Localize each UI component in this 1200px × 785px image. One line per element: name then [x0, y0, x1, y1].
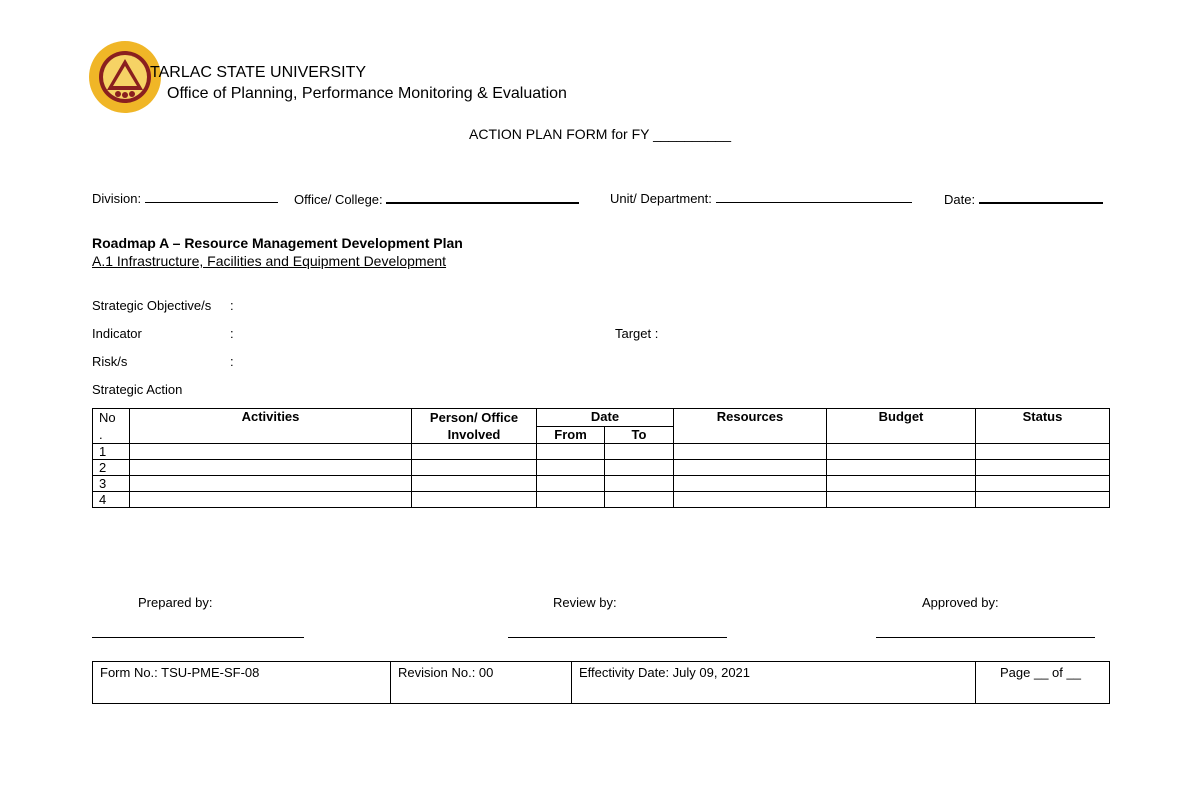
activity-cell[interactable]	[130, 476, 412, 492]
roadmap-title: Roadmap A – Resource Management Development Plan	[92, 235, 463, 251]
unit-department-field[interactable]	[610, 190, 912, 206]
header-person-office-label: Person/ Office	[429, 410, 519, 425]
person-cell[interactable]	[412, 476, 537, 492]
to-cell[interactable]	[605, 476, 674, 492]
target-label: Target :	[615, 326, 659, 341]
risks-label: Risk/s	[92, 354, 128, 369]
row-number: 1	[93, 444, 130, 460]
unit-department-line	[716, 190, 912, 203]
office-college-label: Office/ College:	[294, 192, 383, 207]
division-line	[145, 190, 278, 203]
header-status: Status	[976, 409, 1110, 444]
activity-cell[interactable]	[130, 444, 412, 460]
person-cell[interactable]	[412, 444, 537, 460]
office-college-line	[386, 190, 579, 204]
status-cell[interactable]	[976, 460, 1110, 476]
action-plan-table	[92, 408, 1110, 508]
from-cell[interactable]	[537, 492, 605, 508]
activity-cell[interactable]	[130, 492, 412, 508]
to-cell[interactable]	[605, 492, 674, 508]
review-by-label: Review by:	[553, 595, 617, 610]
resources-cell[interactable]	[674, 444, 827, 460]
office-name: Office of Planning, Performance Monitoring & Evaluation	[167, 85, 567, 102]
header-budget: Budget	[827, 409, 976, 444]
indicator-colon: :	[230, 326, 234, 341]
person-cell[interactable]	[412, 460, 537, 476]
header-involved-label: Involved	[447, 427, 501, 442]
roadmap-subtitle: A.1 Infrastructure, Facilities and Equipment Development	[92, 253, 447, 269]
university-name: TARLAC STATE UNIVERSITY	[150, 64, 367, 81]
indicator-label: Indicator	[92, 326, 142, 341]
review-by-signature-line[interactable]	[508, 637, 727, 638]
budget-cell[interactable]	[827, 444, 976, 460]
risks-colon: :	[230, 354, 234, 369]
effectivity-date: Effectivity Date: July 09, 2021	[572, 662, 976, 704]
table-row	[93, 476, 1110, 492]
unit-department-label: Unit/ Department:	[610, 191, 712, 206]
from-cell[interactable]	[537, 444, 605, 460]
header-no-dot: .	[99, 427, 103, 442]
table-row	[93, 492, 1110, 508]
to-cell[interactable]	[605, 460, 674, 476]
strategic-action-label: Strategic Action	[92, 382, 183, 397]
form-title: ACTION PLAN FORM for FY __________	[469, 126, 731, 142]
row-number: 4	[93, 492, 130, 508]
division-label: Division:	[92, 191, 142, 206]
prepared-by-label: Prepared by:	[138, 595, 213, 610]
status-cell[interactable]	[976, 492, 1110, 508]
header-date: Date	[537, 409, 674, 427]
form-footer	[92, 661, 1110, 704]
table-row	[93, 460, 1110, 476]
budget-cell[interactable]	[827, 460, 976, 476]
approved-by-label: Approved by:	[922, 595, 999, 610]
resources-cell[interactable]	[674, 492, 827, 508]
person-cell[interactable]	[412, 492, 537, 508]
strategic-objectives-label: Strategic Objective/s	[92, 298, 212, 313]
office-college-field[interactable]	[294, 190, 579, 207]
page-number: Page __ of __	[976, 662, 1110, 704]
resources-cell[interactable]	[674, 460, 827, 476]
strategic-objectives-colon: :	[230, 298, 234, 313]
date-field[interactable]	[944, 190, 1103, 207]
approved-by-signature-line[interactable]	[876, 637, 1095, 638]
date-line	[979, 190, 1103, 204]
activity-cell[interactable]	[130, 460, 412, 476]
header-person-office	[412, 409, 537, 444]
revision-number: Revision No.: 00	[391, 662, 572, 704]
to-cell[interactable]	[605, 444, 674, 460]
from-cell[interactable]	[537, 460, 605, 476]
date-label: Date:	[944, 192, 976, 207]
row-number: 2	[93, 460, 130, 476]
header-no	[93, 409, 130, 444]
resources-cell[interactable]	[674, 476, 827, 492]
division-field[interactable]	[92, 190, 278, 206]
header-from: From	[537, 426, 605, 444]
budget-cell[interactable]	[827, 476, 976, 492]
header-resources: Resources	[674, 409, 827, 444]
status-cell[interactable]	[976, 444, 1110, 460]
row-number: 3	[93, 476, 130, 492]
header-activities: Activities	[130, 409, 412, 444]
form-number: Form No.: TSU-PME-SF-08	[93, 662, 391, 704]
header-no-label: No	[99, 410, 116, 425]
budget-cell[interactable]	[827, 492, 976, 508]
header-to: To	[605, 426, 674, 444]
table-row	[93, 444, 1110, 460]
status-cell[interactable]	[976, 476, 1110, 492]
from-cell[interactable]	[537, 476, 605, 492]
prepared-by-signature-line[interactable]	[92, 637, 304, 638]
